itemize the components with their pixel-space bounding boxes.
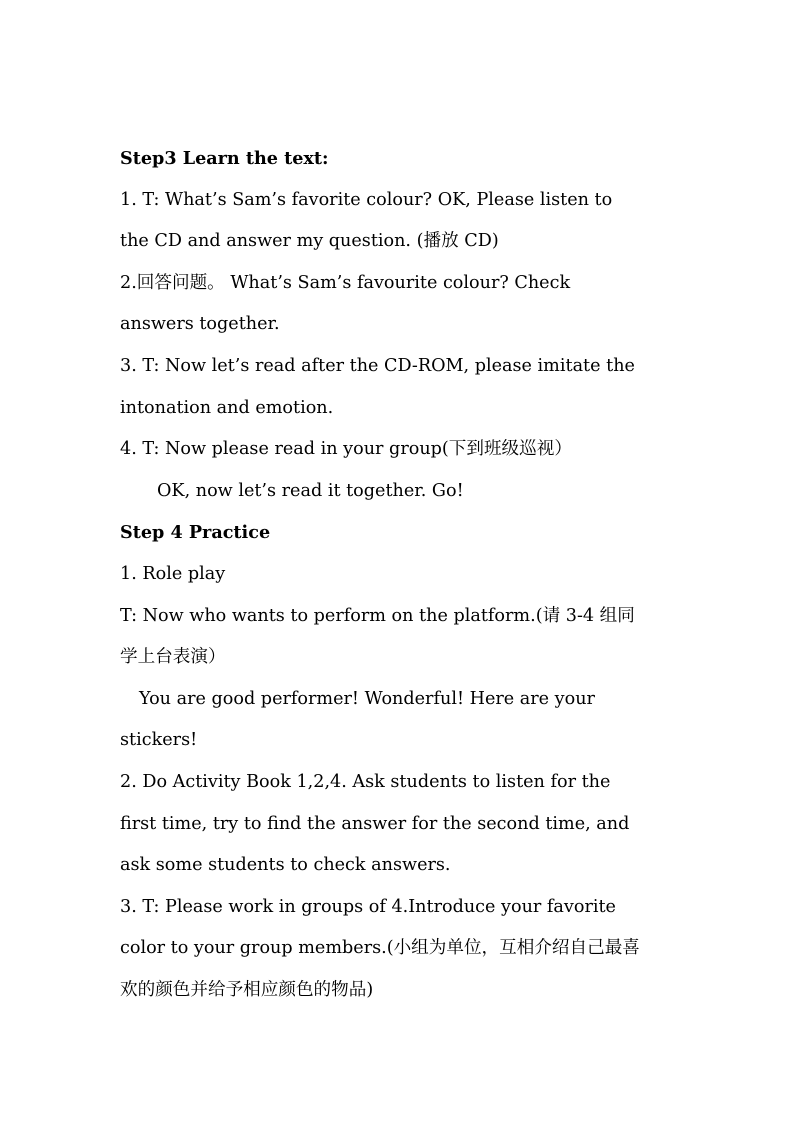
document-body <box>120 138 680 1011</box>
text-line: 2.回答问题。 What’s Sam’s favourite colour? Check <box>120 272 571 293</box>
text-line: first time, try to find the answer for the second time, and <box>120 813 630 834</box>
text-line: answers together. <box>120 314 280 335</box>
text-line: 4. T: Now please read in your group(下到班级巡视） <box>120 439 572 460</box>
text-line: 3. T: Please work in groups of 4.Introduce your favorite <box>120 896 616 917</box>
text-line: OK, now let’s read it together. Go! <box>157 480 464 501</box>
text-line: T: Now who wants to perform on the platform.(请 3-4 组同 <box>120 605 635 626</box>
heading-step3: Step3 Learn the text: <box>120 148 329 169</box>
text-line: 学上台表演） <box>120 647 226 668</box>
text-line: 3. T: Now let’s read after the CD-ROM, please imitate the <box>120 355 635 376</box>
text-line: 1. Role play <box>120 563 226 584</box>
text-line: ask some students to check answers. <box>120 855 451 876</box>
text-line: stickers! <box>120 730 198 751</box>
text-line: 欢的颜色并给予相应颜色的物品) <box>120 979 374 1000</box>
text-line: intonation and emotion. <box>120 397 334 418</box>
text-line: 1. T: What’s Sam’s favorite colour? OK, Please listen to <box>120 189 613 210</box>
text-line: the CD and answer my question. (播放 CD) <box>120 231 499 252</box>
text-line: color to your group members.(小组为单位，互相介绍自己最喜 <box>120 938 640 959</box>
heading-step4: Step 4 Practice <box>120 522 271 544</box>
text-line: You are good performer! Wonderful! Here are your <box>139 688 595 709</box>
text-line: 2. Do Activity Book 1,2,4. Ask students to listen for the <box>120 771 611 792</box>
